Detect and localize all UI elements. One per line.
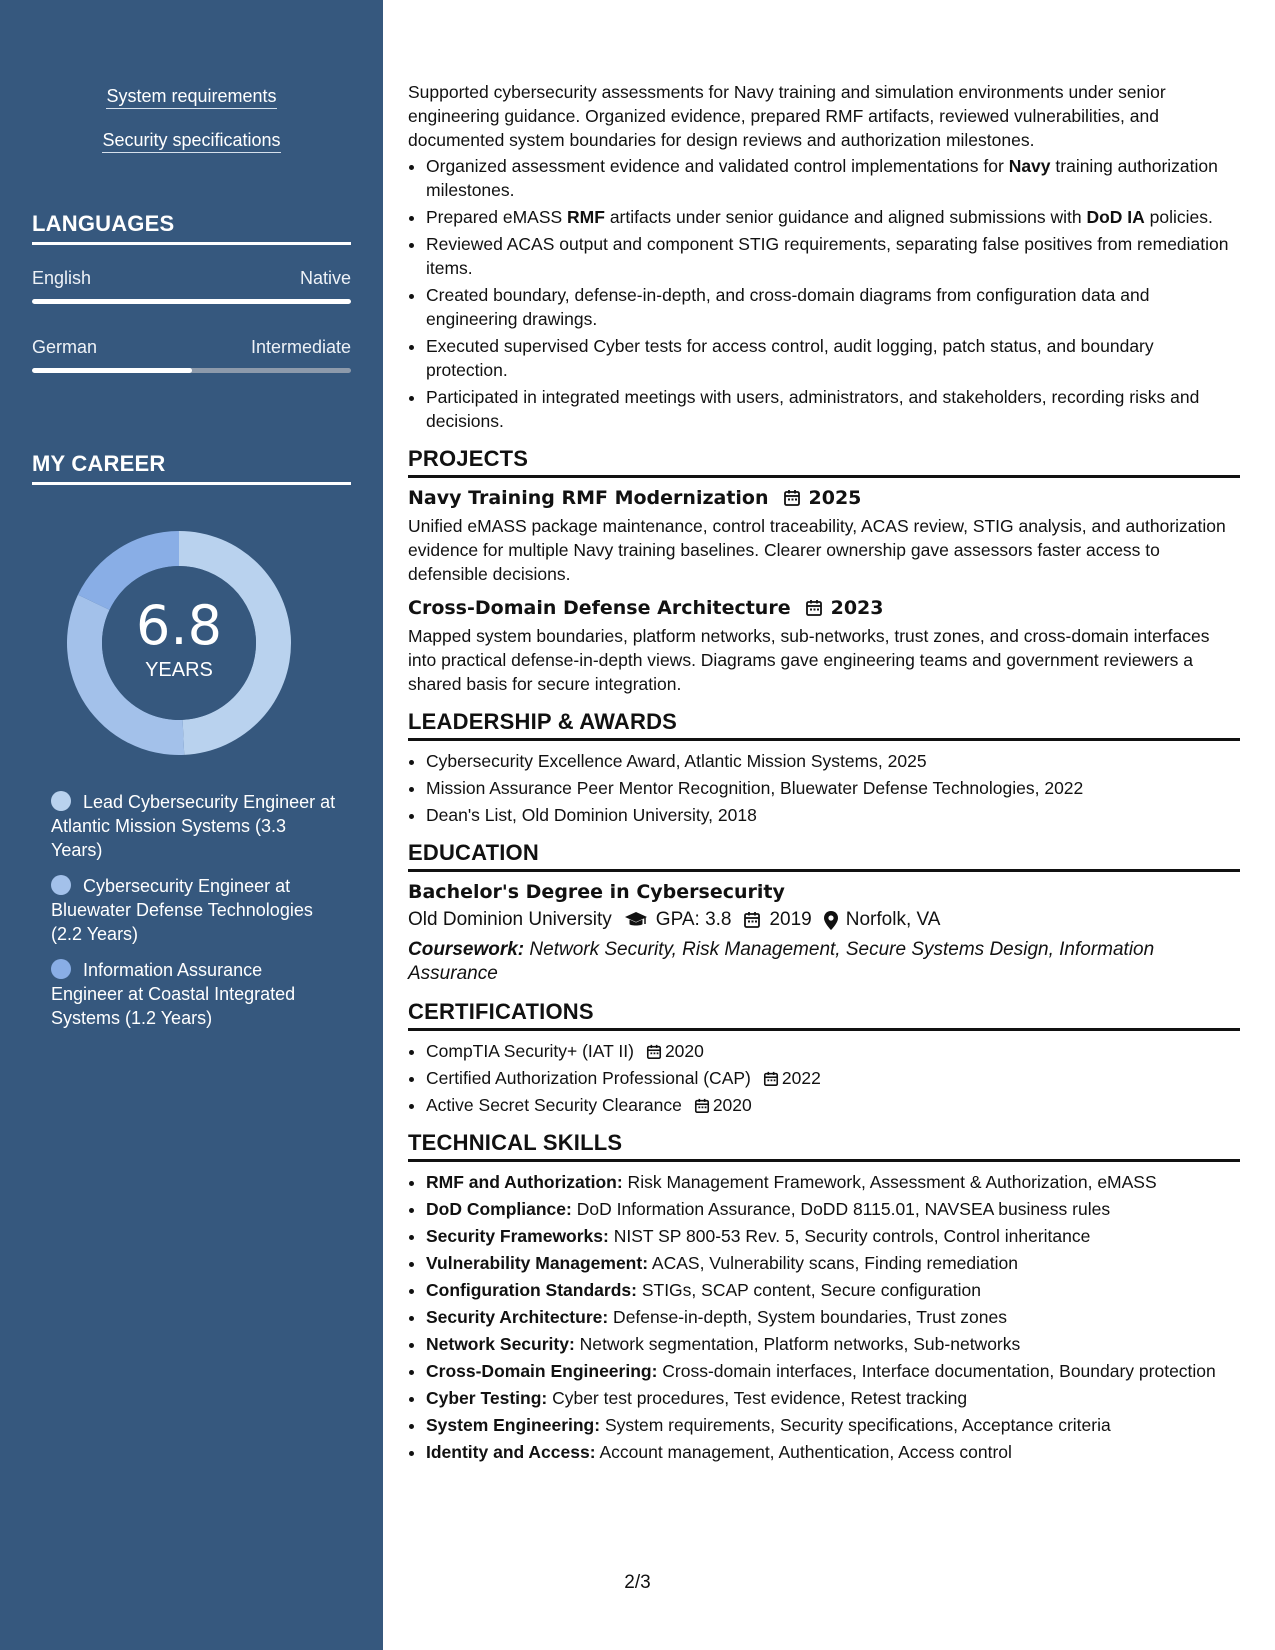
- calendar-icon: [743, 911, 761, 929]
- skill-item: • Security Architecture: Defense-in-depth, System boundaries, Trust zones: [426, 1305, 1240, 1329]
- career-donut-center: [66, 530, 292, 756]
- project-description: Mapped system boundaries, platform networks, sub-networks, trust zones, and cross-domain interfaces into practical defense-in-depth views. Diagrams gave engineering teams and government reviewers a shared basis for secure integration.: [408, 626, 1210, 694]
- project-title: Navy Training RMF Modernization: [408, 487, 769, 509]
- skill-item: • Cyber Testing: Cyber test procedures, Test evidence, Retest tracking: [426, 1386, 1240, 1410]
- language-row-english: [32, 268, 351, 289]
- career-legend: [51, 790, 336, 1042]
- career-total-unit: YEARS: [145, 658, 213, 681]
- career-role-label: Lead Cybersecurity Engineer at Atlantic Mission Systems (3.3 Years): [51, 792, 336, 860]
- legend-dot-icon: [51, 791, 71, 811]
- languages-heading: LANGUAGES: [32, 211, 351, 245]
- certification-item: [426, 1093, 1240, 1117]
- career-legend-item: [51, 874, 336, 946]
- language-row-german: [32, 337, 351, 358]
- career-role-label: Cybersecurity Engineer at Bluewater Defense Technologies (2.2 Years): [51, 876, 313, 944]
- main-content: [408, 80, 1240, 1467]
- certifications-heading: CERTIFICATIONS: [408, 1000, 1240, 1031]
- graduation-cap-icon: [624, 911, 648, 929]
- skill-item: • Configuration Standards: STIGs, SCAP content, Secure configuration: [426, 1278, 1240, 1302]
- page-number: 2/3: [624, 1572, 651, 1593]
- project-title: Cross-Domain Defense Architecture: [408, 597, 791, 619]
- language-name: German: [32, 337, 98, 357]
- project-year: 2023: [830, 597, 884, 619]
- certification-item: [426, 1039, 1240, 1063]
- skill-item: • Vulnerability Management: ACAS, Vulnerability scans, Finding remediation: [426, 1251, 1240, 1275]
- calendar-icon: [805, 599, 823, 617]
- location-pin-icon: [824, 911, 838, 930]
- award-item: • Cybersecurity Excellence Award, Atlantic Mission Systems, 2025: [426, 749, 1240, 773]
- experience-summary: Supported cybersecurity assessments for Navy training and simulation environments under senior engineering guidance. Organized evidence, prepared RMF artifacts, reviewed vulnerabilities, and documented system boundaries for design reviews and authorization milestones.: [408, 82, 1166, 150]
- legend-dot-icon: [51, 875, 71, 895]
- degree-title: Bachelor's Degree in Cybersecurity: [408, 881, 785, 903]
- skill-item: • Identity and Access: Account management, Authentication, Access control: [426, 1440, 1240, 1464]
- legend-dot-icon: [51, 959, 71, 979]
- experience-bullet: • Executed supervised Cyber tests for access control, audit logging, patch status, and boundary protection.: [426, 334, 1240, 382]
- language-level: Native: [299, 268, 351, 288]
- certification-year: 2020: [712, 1095, 752, 1115]
- career-donut-chart: [66, 530, 292, 756]
- skills-heading: TECHNICAL SKILLS: [408, 1131, 1240, 1162]
- certification-item: [426, 1066, 1240, 1090]
- calendar-icon: [694, 1098, 710, 1114]
- career-legend-item: [51, 958, 336, 1030]
- skill-link-system-requirements[interactable]: [0, 86, 383, 107]
- awards-list: [408, 749, 1240, 827]
- language-bar-fill: [32, 299, 351, 304]
- skill-item: • Security Frameworks: NIST SP 800-53 Rev. 5, Security controls, Control inheritance: [426, 1224, 1240, 1248]
- project-item: [408, 596, 1240, 696]
- project-title-row: [408, 486, 1240, 510]
- education-heading: EDUCATION: [408, 841, 1240, 872]
- awards-heading: LEADERSHIP & AWARDS: [408, 710, 1240, 741]
- skill-link-label: System requirements: [106, 86, 276, 109]
- language-bar-fill: [32, 368, 192, 373]
- project-title-row: [408, 596, 1240, 620]
- project-year: 2025: [808, 487, 862, 509]
- language-level: Intermediate: [250, 337, 351, 357]
- skill-item: • Cross-Domain Engineering: Cross-domain interfaces, Interface documentation, Boundary protection: [426, 1359, 1240, 1383]
- experience-bullet: • Reviewed ACAS output and component STIG requirements, separating false positives from remediation items.: [426, 232, 1240, 280]
- skill-item: • Network Security: Network segmentation, Platform networks, Sub-networks: [426, 1332, 1240, 1356]
- project-item: [408, 486, 1240, 586]
- sidebar: [0, 0, 383, 1650]
- school-location: Norfolk, VA: [845, 909, 941, 930]
- skill-item: • System Engineering: System requirements, Security specifications, Acceptance criteria: [426, 1413, 1240, 1437]
- career-role-label: Information Assurance Engineer at Coastal Integrated Systems (1.2 Years): [51, 960, 296, 1028]
- language-name: English: [32, 268, 92, 288]
- project-description: Unified eMASS package maintenance, control traceability, ACAS review, STIG analysis, and authorization evidence for multiple Navy training baselines. Clearer ownership gave assessors faster access to defensible decisions.: [408, 516, 1226, 584]
- award-item: • Dean's List, Old Dominion University, 2018: [426, 803, 1240, 827]
- experience-bullet: • Created boundary, defense-in-depth, and cross-domain diagrams from configuration data and engineering drawings.: [426, 283, 1240, 331]
- coursework-list: Network Security, Risk Management, Secure Systems Design, Information Assurance: [408, 939, 1155, 984]
- gpa: GPA: 3.8: [655, 909, 732, 930]
- projects-heading: PROJECTS: [408, 447, 1240, 478]
- career-total-value: 6.8: [136, 593, 222, 657]
- language-bar-english: [32, 299, 351, 304]
- calendar-icon: [763, 1071, 779, 1087]
- experience-bullet: • Participated in integrated meetings with users, administrators, and stakeholders, recording risks and decisions.: [426, 385, 1240, 433]
- coursework: [408, 938, 1240, 986]
- career-legend-item: [51, 790, 336, 862]
- certification-name: CompTIA Security+ (IAT II): [426, 1041, 634, 1061]
- skill-link-security-specifications[interactable]: [0, 130, 383, 151]
- certification-name: Active Secret Security Clearance: [426, 1095, 682, 1115]
- certification-year: 2020: [664, 1041, 704, 1061]
- school-name: Old Dominion University: [408, 909, 612, 930]
- coursework-label: Coursework:: [408, 939, 525, 960]
- language-bar-german: [32, 368, 351, 373]
- calendar-icon: [646, 1044, 662, 1060]
- award-item: • Mission Assurance Peer Mentor Recognition, Bluewater Defense Technologies, 2022: [426, 776, 1240, 800]
- career-heading: MY CAREER: [32, 451, 351, 485]
- experience-bullet: • Prepared eMASS RMF artifacts under senior guidance and aligned submissions with DoD IA policies.: [426, 205, 1240, 229]
- skills-list: [408, 1170, 1240, 1464]
- certification-year: 2022: [781, 1068, 821, 1088]
- skill-item: • DoD Compliance: DoD Information Assurance, DoDD 8115.01, NAVSEA business rules: [426, 1197, 1240, 1221]
- experience-bullet: • Organized assessment evidence and validated control implementations for Navy training authorization milestones.: [426, 154, 1240, 202]
- certifications-list: [408, 1039, 1240, 1117]
- skill-link-label: Security specifications: [102, 130, 280, 153]
- graduation-year: 2019: [769, 909, 812, 930]
- certification-name: Certified Authorization Professional (CAP): [426, 1068, 751, 1088]
- experience-bullets: [408, 154, 1240, 433]
- calendar-icon: [783, 489, 801, 507]
- skill-item: • RMF and Authorization: Risk Management Framework, Assessment & Authorization, eMASS: [426, 1170, 1240, 1194]
- education-meta: [408, 908, 1240, 932]
